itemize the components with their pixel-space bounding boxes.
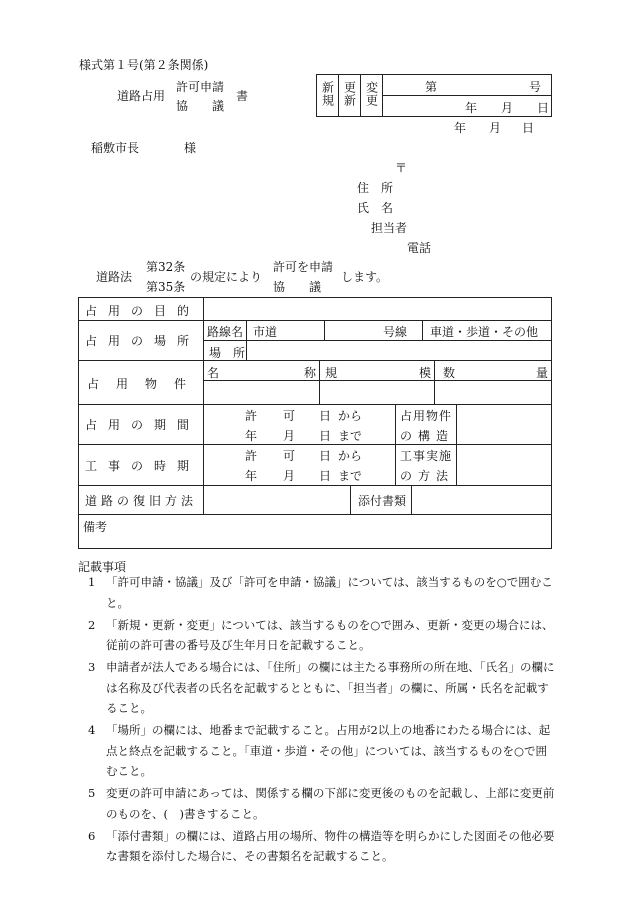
structure-field[interactable] [457,405,551,444]
work-from-3: 日 [319,449,332,463]
statement-option-consult: 協 議 [273,280,322,294]
note-item: 5 変更の許可申請にあっては、関係する欄の下部に変更後のものを記載し、上部に変更前のものを、( )書きすること。 [88,786,555,821]
note-item: 4 「場所」の欄には、地番まで記載すること。占用が2以上の地番にわたる場合には、起点と終点を記載すること。「車道・歩道・その他」については、該当するものを○で囲むこと。 [88,723,551,778]
note-item: 2 「新規・更新・変更」については、該当するものを○で囲み、更新・変更の場合には、従前の許可書の番号及び生年月日を記載すること。 [88,617,554,652]
restoration-field[interactable] [204,486,350,514]
period-to-2: 月 [283,429,296,443]
title-option-permit: 許可申請 [176,80,225,94]
statement-end: します。 [341,270,389,284]
place-label: 占用の場所 [85,334,201,348]
remarks-label: 備考 [83,520,108,534]
date-year: 年 [465,101,478,115]
location-label: 場 所 [209,346,246,360]
attachments-label: 添付書類 [358,494,407,508]
route-number-label: 号線 [383,325,408,339]
status-renew[interactable]: 更新 [339,75,361,117]
period-to-4: まで [338,429,363,443]
work-from-2: 可 [283,449,296,463]
work-time-label: 工事の時期 [85,459,201,473]
status-box [316,74,552,117]
work-to-3: 日 [319,469,332,483]
statement-article-35: 第35条 [146,280,186,294]
permit-number-field[interactable] [383,75,551,96]
work-method-label-1: 工事実施 [400,449,453,463]
applicant-name-label: 氏 名 [357,201,394,215]
city-road-label: 市道 [253,325,278,339]
title-suffix: 書 [236,89,249,103]
purpose-label: 占用の目的 [85,304,201,318]
submit-year: 年 [454,121,467,135]
structure-label-2: の構造 [400,429,455,443]
object-scale-field[interactable] [320,381,434,404]
purpose-field[interactable] [204,298,551,320]
title-prefix: 道路占用 [117,89,166,103]
col-qty-1: 数 [443,366,456,380]
object-quantity-field[interactable] [435,381,551,404]
remarks-field[interactable] [119,515,551,548]
statement-mid: の規定により [190,270,263,284]
notes-title: 記載事項 [78,560,127,574]
work-method-label-2: の方法 [400,469,455,483]
period-from-1: 許 [245,409,258,423]
number-go: 号 [529,80,542,94]
period-from-4: から [338,409,363,423]
note-item: 3 申請者が法人である場合には、「住所」の欄には主たる事務所の所在地、「氏名」の欄には名称及び代表者の氏名を記載するとともに、「担当者」の欄に、所属・氏名を記載すること。 [88,660,555,715]
work-from-4: から [338,449,363,463]
statement-article-32: 第32条 [146,260,186,274]
addressee-honorific: 様 [184,141,197,155]
restoration-label: 道路の復旧方法 [85,494,198,508]
number-dai: 第 [425,80,438,94]
submit-month: 月 [489,121,502,135]
applicant-contact-label: 担当者 [371,221,408,235]
work-from-1: 許 [245,449,258,463]
work-method-field[interactable] [457,445,551,485]
col-scale-1: 規 [325,366,338,380]
status-change[interactable]: 変更 [361,75,383,117]
notes-list [78,572,558,868]
permit-date-field[interactable] [383,96,551,116]
statement-law: 道路法 [96,270,133,284]
object-label: 占用物件 [87,377,204,391]
period-from-3: 日 [319,409,332,423]
period-to-1: 年 [245,429,258,443]
applicant-address-label: 住 所 [357,181,394,195]
location-field[interactable] [247,341,551,360]
period-from-2: 可 [283,409,296,423]
route-name-label: 路線名 [207,325,244,339]
date-day: 日 [537,101,550,115]
col-scale-2: 模 [419,366,432,380]
structure-label-1: 占用物件 [400,409,453,423]
applicant-phone-label: 電話 [407,241,432,255]
status-new[interactable]: 新規 [317,75,339,117]
statement-option-apply: 許可を申請 [273,260,334,274]
object-name-field[interactable] [204,381,319,404]
note-item: 1 「許可申請・協議」及び「許可を申請・協議」については、該当するものを○で囲むこと。 [88,575,553,610]
form-id: 様式第１号(第２条関係) [79,58,209,72]
col-name-2: 称 [304,366,317,380]
postal-mark: 〒 [395,161,408,175]
work-to-2: 月 [283,469,296,483]
period-to-3: 日 [319,429,332,443]
addressee-name: 稲敷市長 [91,141,140,155]
title-option-consult: 協 議 [176,99,225,113]
submit-day: 日 [522,121,535,135]
period-label: 占用の期間 [85,418,201,432]
work-to-1: 年 [245,469,258,483]
note-item: 6 「添付書類」の欄には、道路占用の場所、物件の構造等を明らかにした図面その他必要な書類を添付した場合に、その書類名を記載すること。 [88,828,555,863]
main-form-table [78,297,552,549]
date-month: 月 [501,101,514,115]
road-type-options[interactable]: 車道・歩道・その他 [430,325,539,339]
col-qty-2: 量 [536,366,549,380]
col-name-1: 名 [207,366,220,380]
work-to-4: まで [338,469,363,483]
attachments-field[interactable] [412,486,551,514]
